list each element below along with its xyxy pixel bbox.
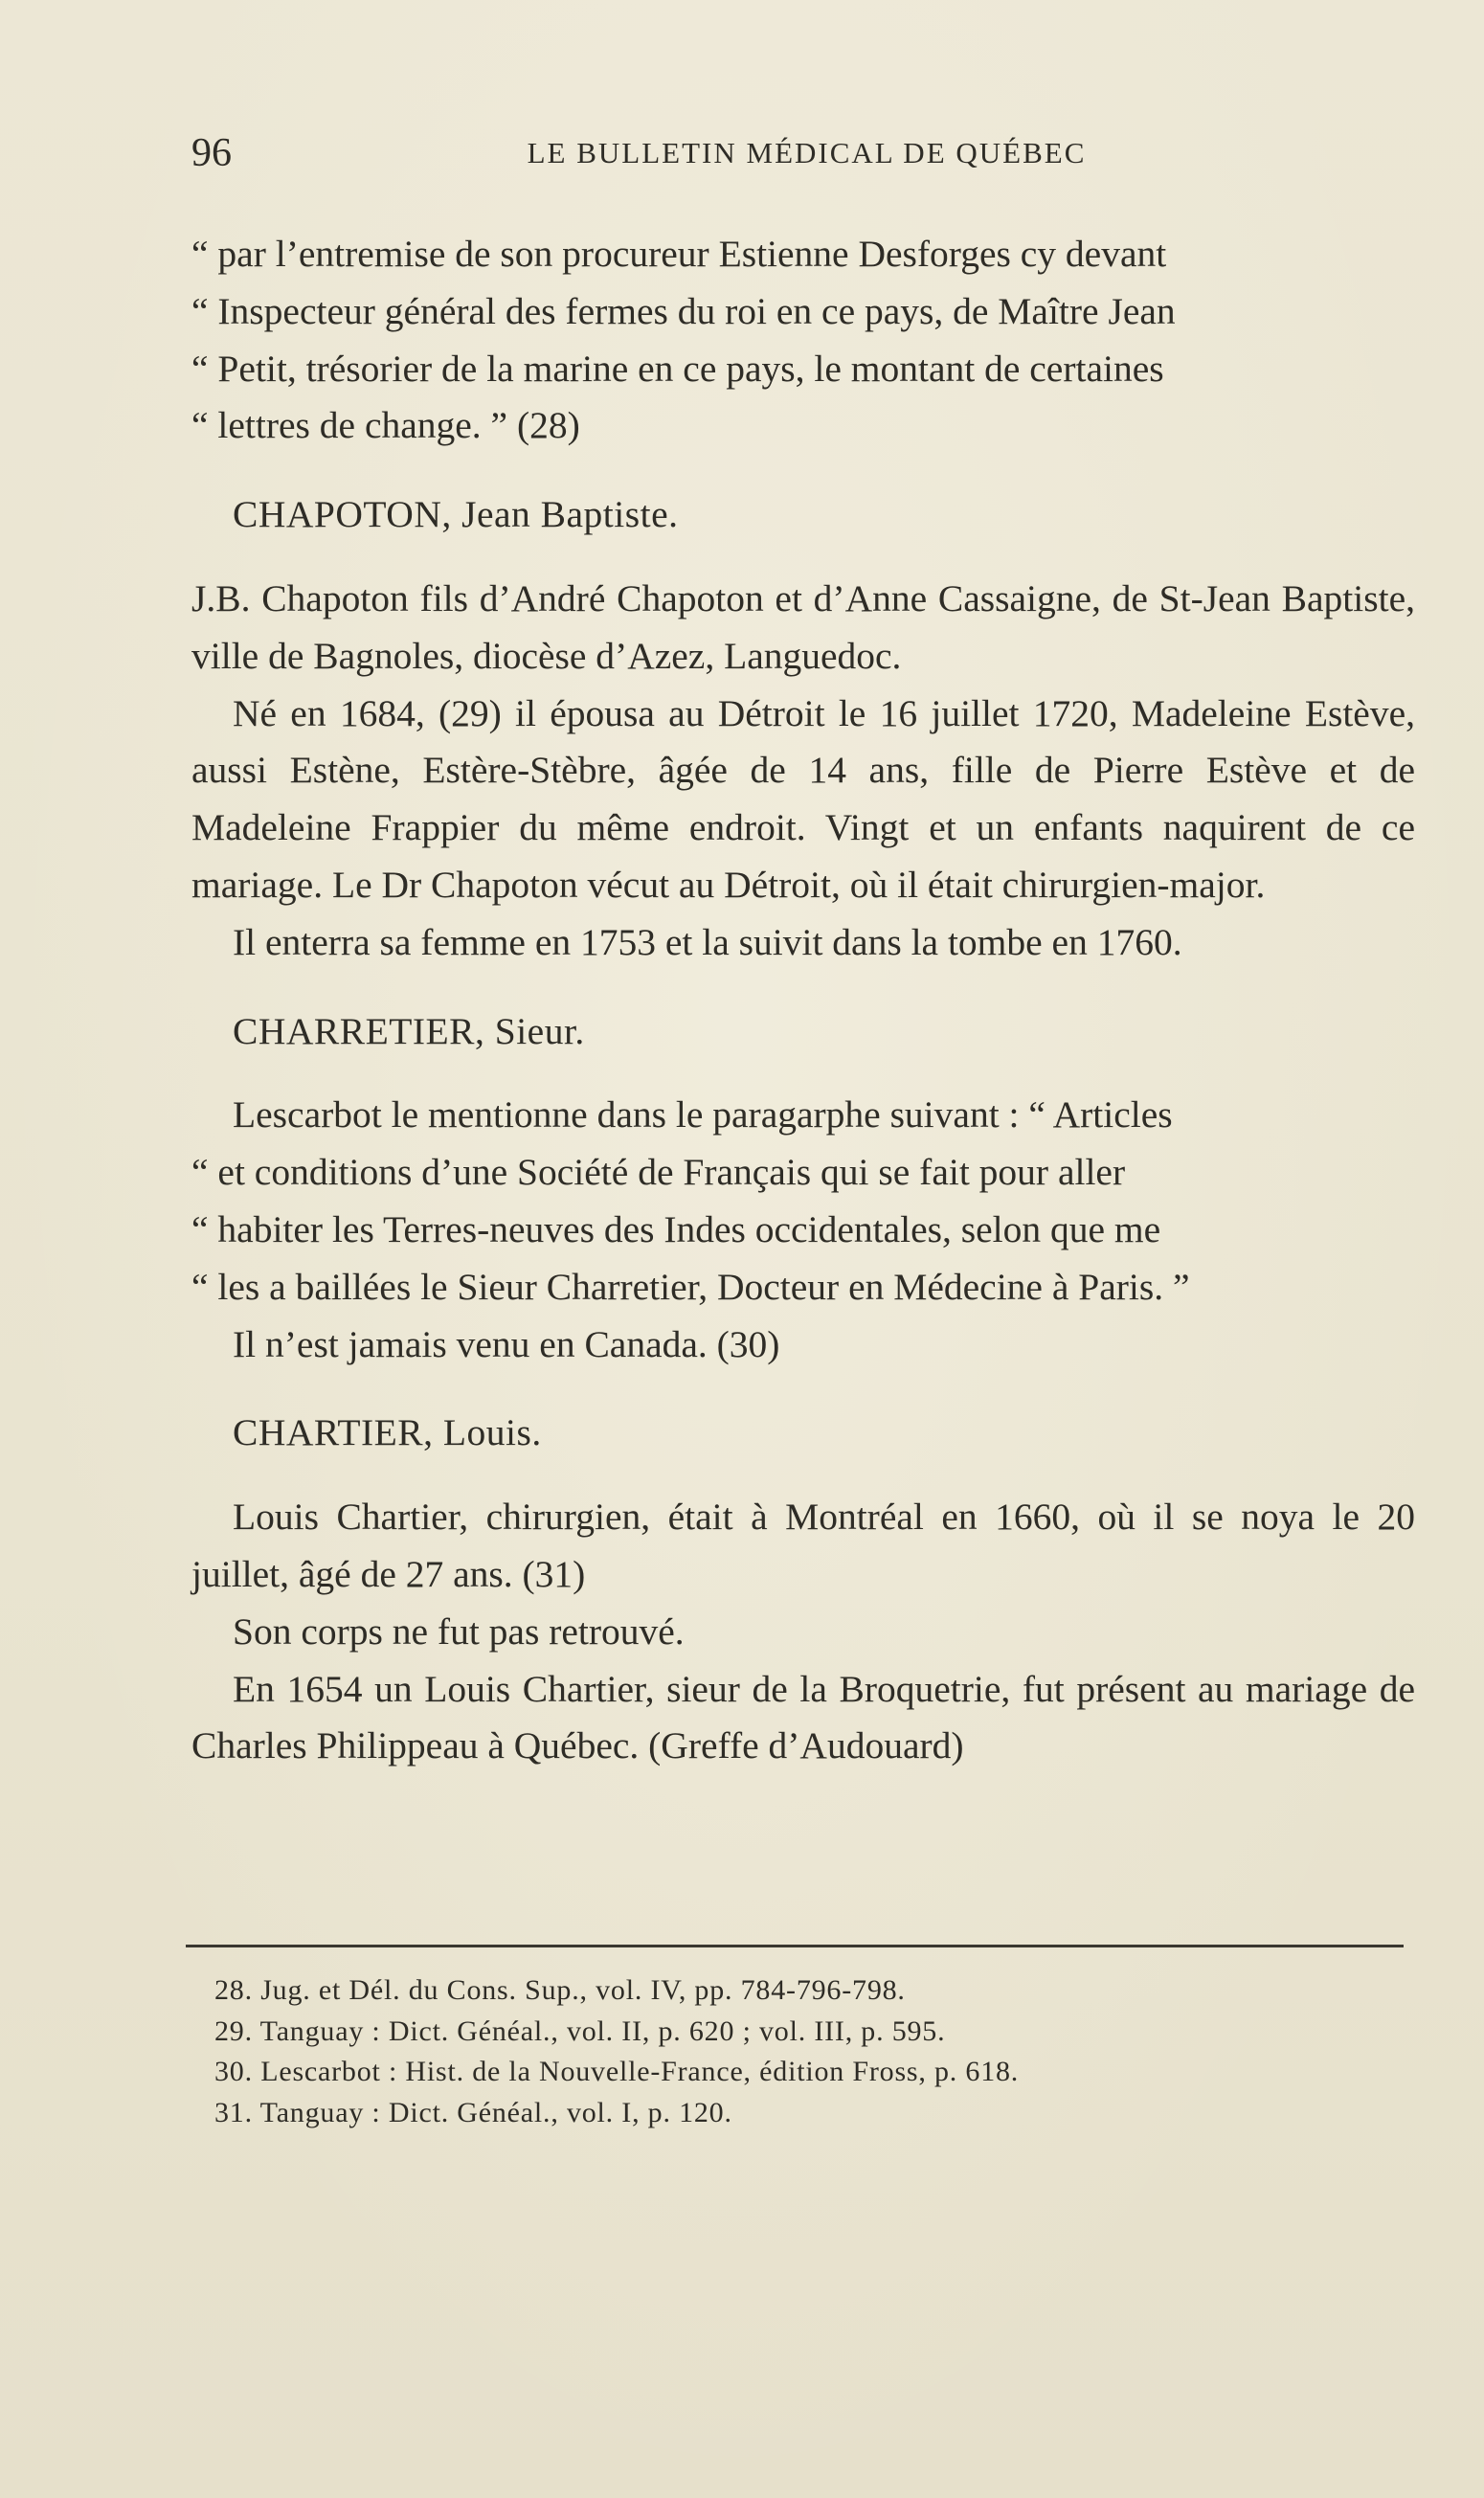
quote-line: “ Inspecteur général des fermes du roi en ce pays, de Maître Jean [191,289,1176,332]
footnotes [214,1970,1402,2133]
paragraph: J.B. Chapoton fils d’André Chapoton et d’Anne Cassaigne, de St-Jean Baptiste, ville de Bagnoles, diocèse d’Azez, Languedoc. [191,576,1415,677]
paragraph: Il n’est jamais venu en Canada. (30) [233,1322,780,1365]
spacer [191,455,1415,486]
paragraph: Son corps ne fut pas retrouvé. [233,1609,685,1653]
entry-heading-chapoton: CHAPOTON, Jean Baptiste. [233,493,679,536]
paragraph: En 1654 un Louis Chartier, sieur de la Broquetrie, fut présent au mariage de Charles Philippeau à Québec. (Greffe d’Audouard) [191,1667,1415,1767]
running-title: LE BULLETIN MÉDICAL DE QUÉBEC [527,136,1087,169]
footnote-29: 29. Tanguay : Dict. Généal., vol. II, p. 620 ; vol. III, p. 595. [214,2014,946,2047]
footnote-31: 31. Tanguay : Dict. Généal., vol. I, p. 120. [214,2096,732,2128]
spacer [191,1060,1415,1087]
quote-line: “ habiter les Terres-neuves des Indes occidentales, selon que me [191,1207,1161,1250]
quote-line: “ par l’entremise de son procureur Estienne Desforges cy devant [191,233,1167,275]
quote-line: “ les a baillées le Sieur Charretier, Docteur en Médecine à Paris. ” [191,1265,1190,1308]
footnote-divider [186,1945,1404,1947]
footnote-28: 28. Jug. et Dél. du Cons. Sup., vol. IV, pp. 784-796-798. [214,1974,906,2006]
quote-line: “ lettres de change. ” (28) [191,404,580,447]
spacer [191,1462,1415,1489]
entry-heading-chartier: CHARTIER, Louis. [233,1411,542,1454]
spacer [191,1373,1415,1405]
quote-line: “ Petit, trésorier de la marine en ce pays, le montant de certaines [191,347,1164,390]
paragraph: Né en 1684, (29) il épousa au Détroit le 16 juillet 1720, Madeleine Estève, aussi Estène, Estère-Stèbre, âgée de 14 ans, fille de Pierre Estève et de Madeleine Frappier du même endroit. Vingt et un enfants naquirent de ce mariage. Le Dr Chapoton vécut au Détroit, où il était chirurgien-major. [191,691,1415,906]
spacer [191,544,1415,571]
entry-heading-charretier: CHARRETIER, Sieur. [233,1009,585,1052]
paragraph: Il enterra sa femme en 1753 et la suivit dans la tombe en 1760. [233,920,1182,963]
page-number: 96 [191,131,232,175]
body-text [191,226,1415,1775]
quote-line: “ et conditions d’une Société de Français qui se fait pour aller [191,1151,1126,1194]
paragraph: Louis Chartier, chirurgien, était à Montréal en 1660, où il se noya le 20 juillet, âgé de 27 ans. (31) [191,1496,1415,1595]
spacer [191,972,1415,1003]
quote-line: Lescarbot le mentionne dans le paragarphe suivant : “ Articles [233,1093,1173,1136]
footnote-30: 30. Lescarbot : Hist. de la Nouvelle-France, édition Fross, p. 618. [214,2056,1020,2087]
page-header [191,124,1412,182]
